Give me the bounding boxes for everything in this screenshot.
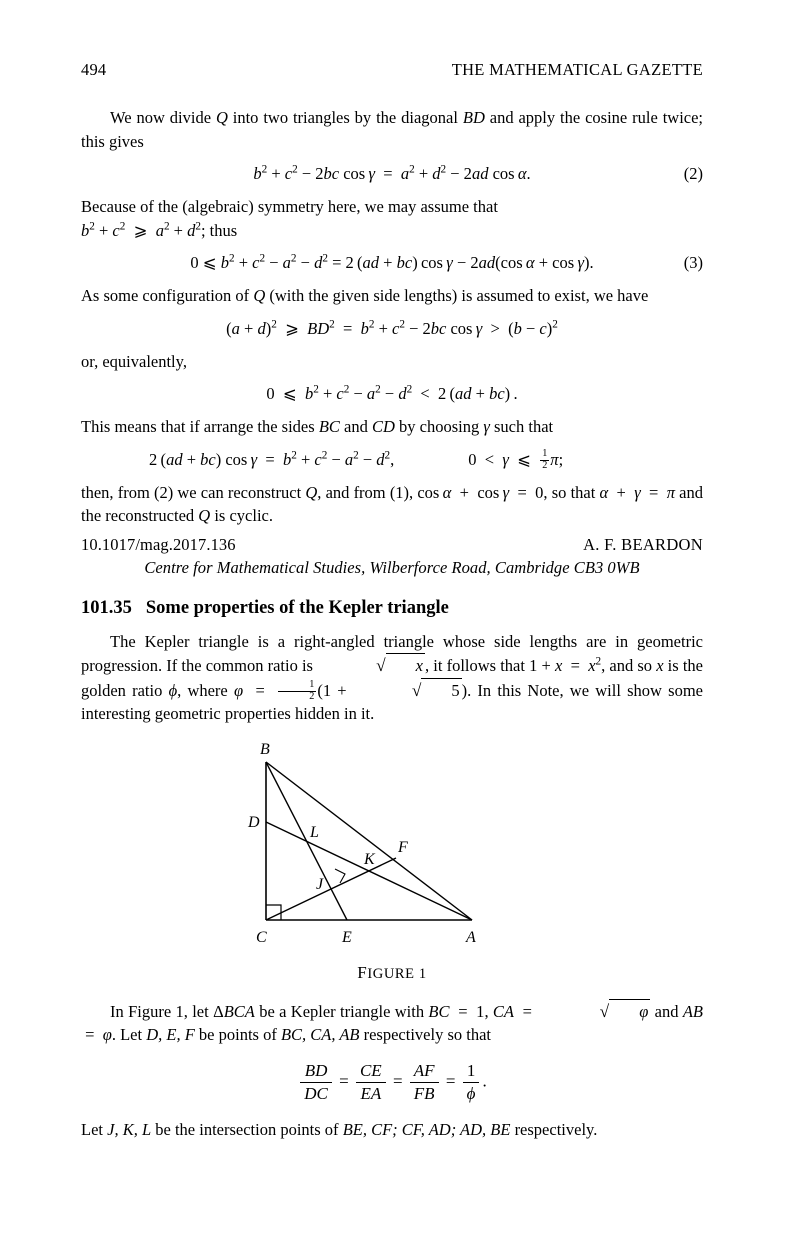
page-number: 494 [81,60,107,79]
paragraph-9-part-c: respectively. [510,1119,598,1139]
page-content [81,60,703,1141]
paragraph-7-part-b: , it follows that [424,656,530,675]
equals-1: = [339,1071,349,1091]
equation-AB: AB = φ [81,1001,704,1045]
paragraph-1-part-a: We now divide [110,108,216,127]
equation-CA: CA = √ φ [493,1002,650,1021]
paragraph-5-part-c: by choosing [394,417,484,436]
symbols-JKL: J, K, L [107,1119,152,1139]
paragraph-6-part-a: then, from (2) we can reconstruct [81,482,306,502]
equation-inline-1: $1 + x = x^2$ [529,655,602,675]
author-address: Centre for Mathematical Studies, Wilberforce Road, Cambridge CB3 0WB [144,557,640,577]
frac-4-num: 1 [466,1060,476,1080]
paragraph-3-part-a: As some configuration of [81,286,254,305]
sqrt-x: √ x [317,653,425,678]
label-J: J [316,875,324,893]
paragraph-6-part-c: is cyclic. [210,506,273,525]
frac-3-num: AF [413,1060,435,1080]
symbols-pairs: BE, CF; CF, AD; AD, BE [342,1119,511,1139]
paragraph-8-part-e: be points of [194,1025,281,1045]
paragraph-8-part-c: and [650,1001,683,1021]
paragraph-1 [81,106,703,153]
frac-1-den: DC [304,1083,328,1103]
equation-7-body [297,1061,486,1104]
equation-7-period: . [482,1071,487,1091]
frac-2-den: EA [360,1083,382,1103]
paragraph-2 [81,195,703,242]
equation-4-body: $(a + d)^2$ ⩾ $BD^2 = b^2 + c^2 - 2bc$ $\cos \gamma > (b - c)^2$ [226,318,558,338]
author-name: A. F. BEARDON [583,534,703,554]
equation-5 [81,382,703,406]
symbol-Q: Q [215,108,228,127]
label-K: K [364,850,375,868]
paragraph-1-part-b: into two triangles by the diagonal [227,108,463,127]
paragraph-1-part-c: and apply the cosine rule twice; this gives [81,108,704,151]
equation-BC: BC = 1 [428,1001,485,1021]
doi: 10.1017/mag.2017.136 [81,534,236,554]
equation-4 [81,317,703,341]
paragraph-7-part-d: is the golden ratio [81,656,703,700]
equation-3-tag: (3) [683,253,703,272]
symbol-CD: CD [371,417,395,436]
equation-3-body: 0 ⩽ $b^2 + c^2 - a^2 - d^2 = 2$ (ad + bc) cos γ − 2ad(cos α + cos γ). [190,252,594,272]
symbols-DEF: D, E, F [146,1025,195,1045]
figure-1 [81,736,703,983]
equation-3 [81,251,703,275]
paragraph-7 [81,630,703,726]
paragraph-7-part-e: , where [177,680,234,700]
paragraph-7-part-f: . In this Note, we will show some interesting geometric properties hidden in it. [81,680,703,724]
symbol-x: x [656,656,664,675]
kepler-triangle-diagram [242,736,542,956]
symbol-Q-2: Q [253,286,266,305]
label-B: B [260,740,270,758]
paragraph-9 [81,1118,703,1142]
label-A: A [466,928,476,946]
section-number: 101.35 [81,597,132,618]
equation-2-tag: (2) [683,164,703,183]
running-head [81,60,703,82]
equation-6-body: 2 (ad + bc) $\cos \gamma = b^2 + c^2 - a^2 - d^2$, 0 < γ ⩽ $\frac{1}{2}$ π; [149,447,564,471]
paragraph-9-part-b: be the intersection points of [151,1119,343,1139]
paragraph-8-part-b: be a Kepler triangle with [254,1001,429,1021]
paragraph-3 [81,284,703,308]
symbol-Q-3: Q [305,482,318,502]
paragraph-3-part-b: (with the given side lengths) is assumed to exist, we have [265,286,649,305]
section-title: Some properties of the Kepler triangle [145,597,449,618]
paragraph-5 [81,415,703,439]
paragraph-8-part-a: In Figure 1, let [110,1001,214,1021]
symbol-phi: ϕ [168,680,178,700]
equation-6 [81,448,703,472]
label-L: L [310,823,319,841]
equals-2: = [392,1071,403,1091]
frac-4-den: ϕ [466,1083,476,1103]
equation-inline-phi: φ = $\frac{1}{2}$ (1 + √ 5 ) [233,678,468,702]
figure-caption-initial: F [357,962,368,982]
journal-title: THE MATHEMATICAL GAZETTE [451,60,703,79]
symbol-triangle-BCA: ΔBCA [213,1001,255,1021]
fraction-AF-FB [410,1061,439,1104]
equation-2 [81,162,703,186]
equation-2-body: $b^2 + c^2 - 2bc$ $\cos \gamma = a^2 + d^2 - 2ad$ cos α. [253,163,531,183]
paragraph-2-text: Because of the (algebraic) symmetry here, we may assume that [81,197,498,216]
paragraph-8: In Figure 1, let ΔBCA be a Kepler triangle with BC = 1, CA = √ φ and AB = φ. Let D, E, F be points of BC, CA, AB respectively so that [81,999,703,1047]
paragraph-9-part-a: Let [81,1119,108,1139]
frac-3-den: FB [413,1083,435,1103]
segment-CF [266,858,396,920]
fraction-BD-DC [300,1061,332,1104]
paragraph-2-tail: ; thus [200,220,238,240]
paragraph-4: or, equivalently, [81,351,187,371]
paragraph-2-inline-ineq: $b^2 + c^2$ ⩾ $a^2 + d^2$ [81,220,201,240]
equation-5-body: 0 ⩽ $b^2 + c^2 - a^2 - d^2 < 2$ (ad + bc) . [266,383,518,403]
symbol-Q-4: Q [198,506,211,525]
paragraph-7-part-a: The Kepler triangle is a right-angled triangle whose side lengths are in geometric progression. If the common ratio is [81,631,703,675]
paragraph-5-part-b: and [339,417,372,436]
segment-AB [266,762,472,920]
fraction-CE-EA [356,1061,386,1104]
paragraph-8-part-f: respectively so that [359,1025,491,1045]
paragraph-5-part-d: such that [489,417,554,436]
figure-caption-rest: IGURE 1 [367,965,427,982]
article-byline [81,535,703,555]
symbol-BD: BD [462,108,485,127]
label-D: D [248,813,260,831]
section-heading [81,596,703,620]
frac-2-num: CE [359,1060,382,1080]
label-C: C [256,928,267,946]
paragraph-7-part-c: , and so [601,656,657,675]
frac-1-num: BD [304,1060,328,1080]
right-angle-mark-C [266,905,281,920]
symbols-BC-CA-AB: BC, CA, AB [280,1025,360,1045]
paragraph-5-part-a: This means that if arrange the sides [81,417,319,436]
fraction-1-phi [463,1061,480,1104]
equation-7 [81,1061,703,1104]
label-F: F [398,838,408,856]
figure-caption [81,963,703,983]
symbol-BC: BC [318,417,340,436]
right-angle-mark-J [335,869,345,883]
paragraph-8-part-d: . Let [111,1025,147,1045]
equals-3: = [445,1071,456,1091]
paragraph-6: then, from (2) we can reconstruct Q, and from (1), cos α + cos γ = 0, so that α + γ = π and the reconstructed Q is cyclic. [81,482,704,525]
label-E: E [342,928,352,946]
symbol-gamma: γ [483,417,490,436]
